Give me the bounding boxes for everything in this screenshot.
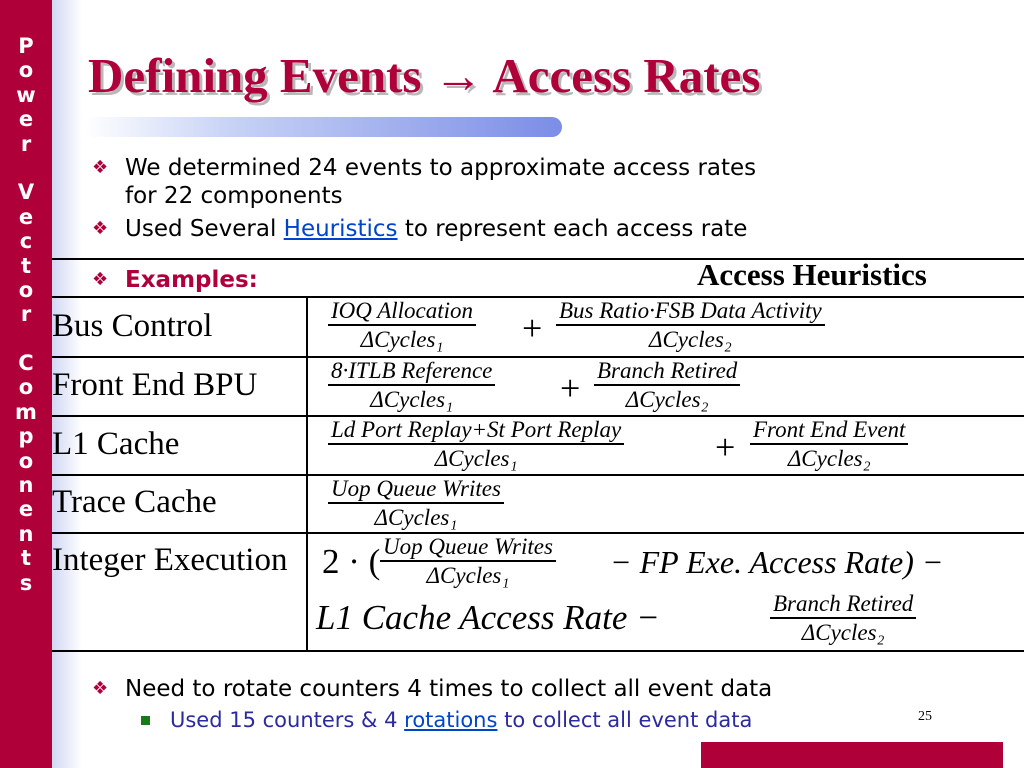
title-text-after: Access Rates: [492, 48, 761, 103]
fraction-denominator: ΔCycles₂: [801, 620, 885, 645]
table-divider: [52, 650, 1024, 652]
vertical-letter: o: [18, 448, 34, 473]
fraction-numerator: Front End Event: [750, 417, 908, 445]
table-divider: [52, 356, 1024, 358]
bullet-text-part: Used Several: [125, 216, 284, 242]
vertical-letter: o: [18, 58, 34, 83]
bullet-line: for 22 components: [125, 183, 343, 209]
fraction-denominator: ΔCycles₂: [787, 446, 871, 471]
fraction-numerator: Bus Ratio·FSB Data Activity: [556, 298, 825, 326]
formula-fraction: [556, 298, 825, 354]
vertical-letter: o: [18, 375, 34, 400]
vertical-letter: e: [18, 107, 34, 132]
sub-bullet-text-part: to collect all event data: [497, 708, 753, 732]
vertical-letter: e: [18, 497, 34, 522]
vertical-title: [0, 34, 52, 595]
plus-operator: +: [715, 427, 736, 467]
fraction-numerator: Uop Queue Writes: [380, 534, 556, 562]
fraction-denominator: ΔCycles₁: [370, 387, 454, 412]
vertical-letter: C: [18, 351, 34, 376]
fraction-denominator: ΔCycles₁: [426, 563, 510, 588]
component-name: Front End BPU: [52, 367, 258, 403]
fraction-denominator: ΔCycles₂: [648, 327, 732, 352]
fraction-numerator: 8·ITLB Reference: [328, 358, 495, 386]
fraction-denominator: ΔCycles₁: [360, 327, 444, 352]
fraction-numerator: IOQ Allocation: [328, 298, 476, 326]
formula-fraction: [328, 476, 504, 532]
examples-label: Examples:: [125, 267, 258, 293]
diamond-bullet-icon: ❖: [92, 218, 109, 239]
rotations-link[interactable]: rotations: [404, 708, 498, 732]
formula-fraction: [380, 534, 556, 590]
fraction-denominator: ΔCycles₁: [434, 446, 518, 471]
bullet-text-part: to represent each access rate: [397, 216, 748, 242]
fraction-denominator: ΔCycles₂: [625, 387, 709, 412]
arrow-icon: →: [433, 48, 483, 103]
fraction-numerator: Uop Queue Writes: [328, 476, 504, 504]
slide-title: [88, 46, 760, 106]
formula-fraction: [770, 591, 916, 647]
table-divider: [52, 474, 1024, 476]
access-heuristics-header: Access Heuristics: [697, 257, 927, 292]
sub-bullet-text-part: Used 15 counters & 4: [170, 708, 405, 732]
formula-fraction: [750, 417, 908, 473]
bullet-text: [125, 215, 747, 243]
bullet-text: Need to rotate counters 4 times to collect all event data: [125, 676, 773, 702]
sub-bullet-text: [170, 706, 752, 734]
component-name: Integer Execution: [52, 542, 288, 578]
bullet-line: We determined 24 events to approximate access rates: [125, 155, 757, 181]
slide-number: 25: [918, 709, 932, 724]
corner-accent-bar: [701, 742, 1003, 768]
formula-fraction: [328, 417, 624, 473]
square-bullet-icon: [141, 716, 150, 725]
vertical-letter: n: [18, 473, 34, 498]
formula-prefix: 2 · (: [322, 542, 381, 581]
vertical-letter: t: [20, 546, 32, 571]
plus-operator: +: [522, 308, 543, 348]
formula-fraction: [594, 358, 740, 414]
diamond-bullet-icon: ❖: [92, 157, 109, 178]
component-name: Bus Control: [52, 308, 213, 344]
heuristics-link[interactable]: Heuristics: [283, 216, 398, 242]
vertical-letter: V: [17, 180, 35, 205]
vertical-letter: p: [18, 424, 34, 449]
fraction-numerator: Branch Retired: [594, 358, 740, 386]
vertical-letter: w: [16, 82, 36, 107]
plus-operator: +: [560, 368, 581, 408]
vertical-letter: m: [15, 399, 37, 424]
fraction-numerator: Branch Retired: [770, 591, 916, 619]
vertical-letter: s: [19, 570, 33, 595]
formula-line2: L1 Cache Access Rate −: [316, 598, 660, 637]
vertical-letter: t: [20, 253, 32, 278]
vertical-letter: c: [19, 229, 33, 254]
component-name: L1 Cache: [52, 426, 180, 462]
fraction-denominator: ΔCycles₁: [374, 505, 458, 530]
formula-suffix: − FP Exe. Access Rate) −: [610, 544, 944, 580]
title-text: Defining Events: [88, 48, 422, 103]
formula-fraction: [328, 298, 476, 354]
diamond-bullet-icon: ❖: [92, 678, 109, 699]
vertical-letter: r: [20, 302, 32, 327]
formula-fraction: [328, 358, 495, 414]
table-column-divider: [306, 296, 308, 651]
component-name: Trace Cache: [52, 484, 217, 520]
title-underline-bar: [84, 117, 562, 137]
table-divider: [52, 296, 1024, 298]
vertical-letter: P: [18, 34, 34, 58]
diamond-bullet-icon: ❖: [92, 269, 109, 290]
vertical-letter: n: [18, 521, 34, 546]
fraction-numerator: Ld Port Replay+St Port Replay: [328, 417, 624, 445]
vertical-letter: r: [20, 131, 32, 156]
vertical-letter: e: [18, 204, 34, 229]
bullet-text: [125, 154, 756, 210]
vertical-letter: o: [18, 277, 34, 302]
